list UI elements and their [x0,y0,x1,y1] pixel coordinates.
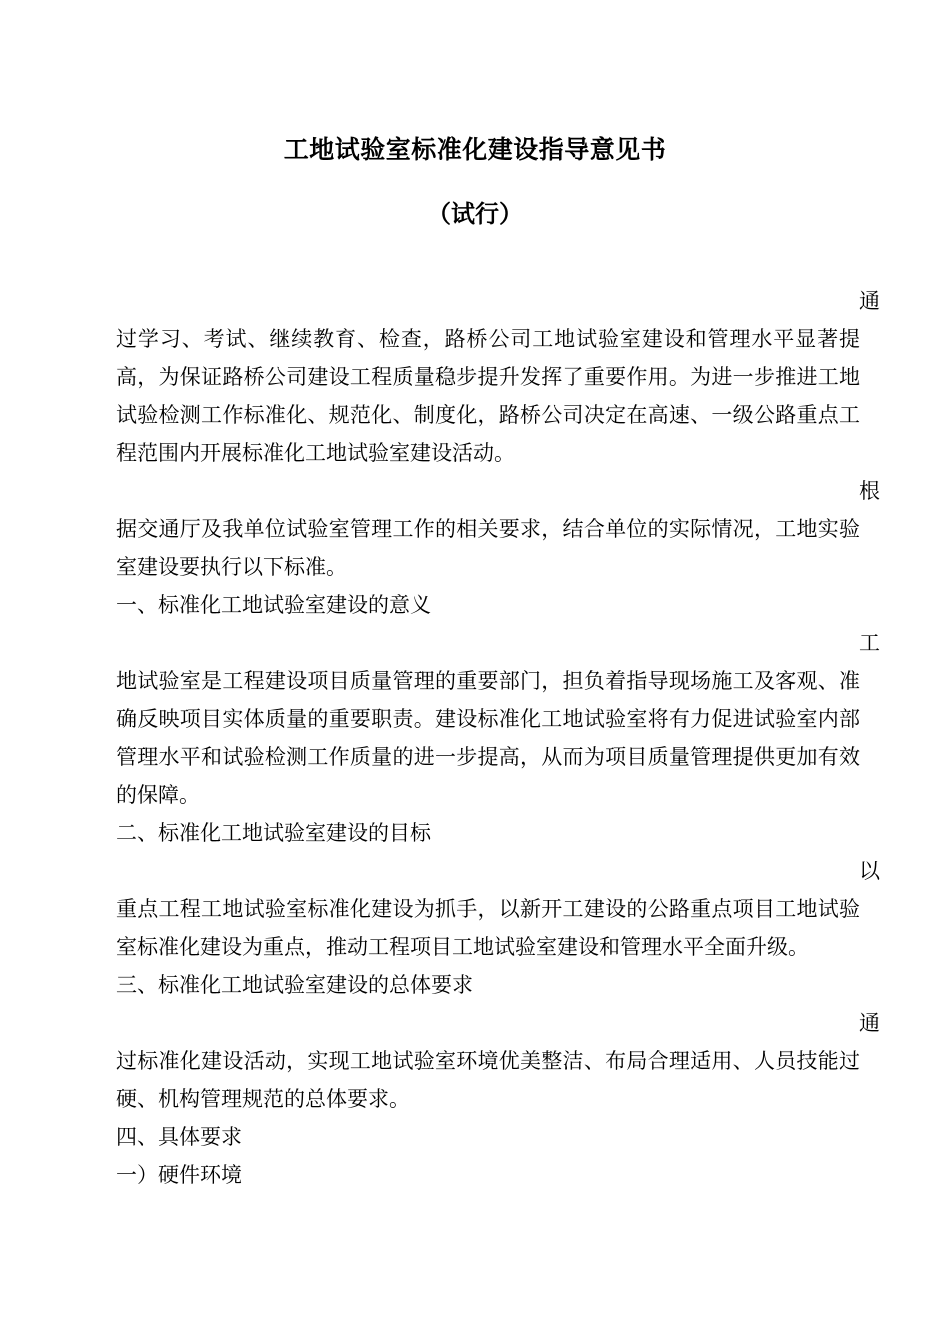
paragraph-1-first-char: 通 [859,289,880,313]
paragraph-5-first-char: 通 [859,1011,880,1035]
paragraph-1: 过学习、考试、继续教育、检查，路桥公司工地试验室建设和管理水平显著提高，为保证路桥公司建设工程质量稳步提升发挥了重要作用。为进一步推进工地试验检测工作标准化、规范化、制度化，路桥公司决定在高速、一级公路重点工程范围内开展标准化工地试验室建设活动。 [116,327,860,465]
section-heading-3: 三、标准化工地试验室建设的总体要求 [116,973,473,997]
paragraph-2: 据交通厅及我单位试验室管理工作的相关要求，结合单位的实际情况，工地实验室建设要执行以下标准。 [116,517,860,579]
document-title: 工地试验室标准化建设指导意见书 [283,135,667,164]
paragraph-2-first-char: 根 [859,479,880,503]
section-heading-2: 二、标准化工地试验室建设的目标 [116,821,431,845]
paragraph-5: 过标准化建设活动，实现工地试验室环境优美整洁、布局合理适用、人员技能过硬、机构管理规范的总体要求。 [116,1049,860,1111]
document-subtitle: （试行） [427,200,523,228]
section-heading-4: 四、具体要求 [116,1125,242,1149]
section-heading-1: 一、标准化工地试验室建设的意义 [116,593,431,617]
paragraph-3-first-char: 工 [859,631,880,655]
paragraph-3: 地试验室是工程建设项目质量管理的重要部门，担负着指导现场施工及客观、准确反映项目实体质量的重要职责。建设标准化工地试验室将有力促进试验室内部管理水平和试验检测工作质量的进一步提高，从而为项目质量管理提供更加有效的保障。 [116,669,860,807]
subsection-heading-1: 一）硬件环境 [116,1163,242,1187]
document-body [116,282,880,1194]
paragraph-4: 重点工程工地试验室标准化建设为抓手，以新开工建设的公路重点项目工地试验室标准化建设为重点，推动工程项目工地试验室建设和管理水平全面升级。 [116,897,860,959]
paragraph-4-first-char: 以 [859,859,880,883]
